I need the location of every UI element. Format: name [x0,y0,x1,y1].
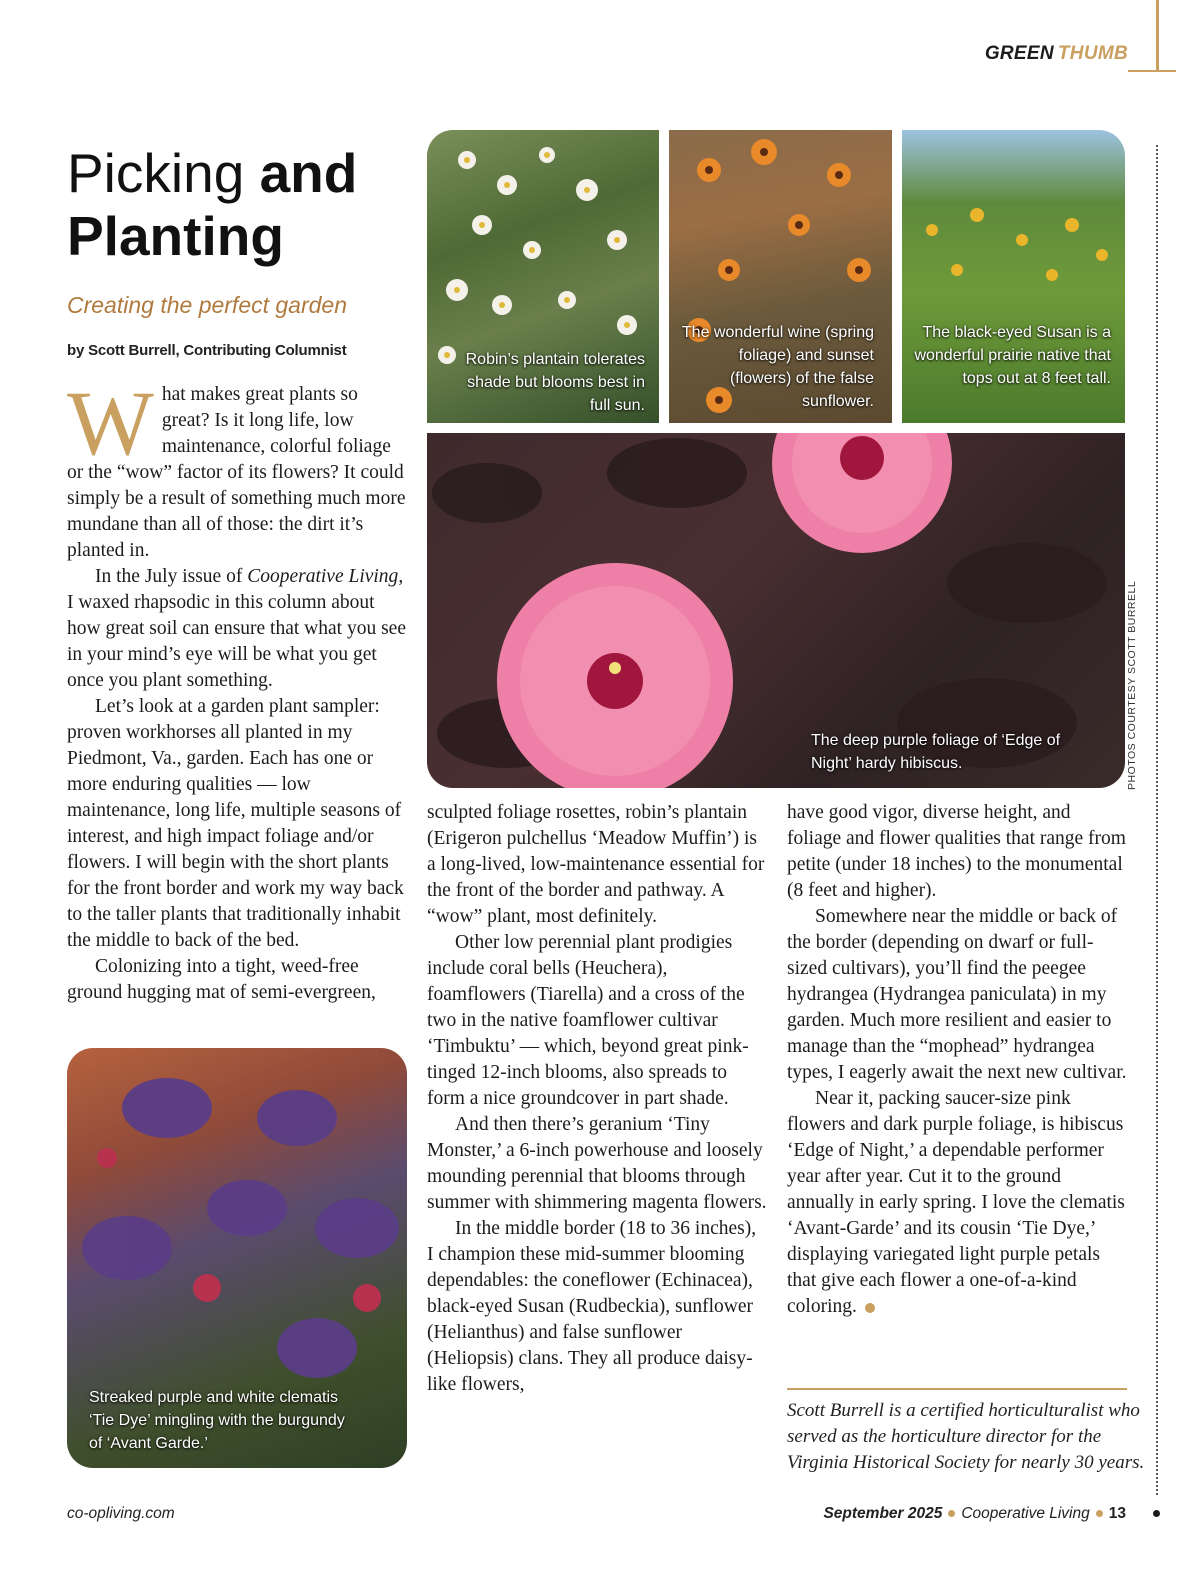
author-bio: Scott Burrell is a certified horticulturalist who served as the horticulture director for the Virginia Historical Society for nearly 30 years. [787,1400,1145,1473]
caption-black-eyed-susan: The black-eyed Susan is a wonderful prairie native that tops out at 8 feet tall. [914,324,1111,387]
article-title [67,142,357,268]
article-column-1 [67,372,407,1006]
footer-page-number: 13 [1108,1505,1126,1522]
paragraph-8: In the middle border (18 to 36 inches), I champion these mid-summer blooming dependables: the coneflower (Echinacea), black-eyed Susan (Rudbeckia), sunflower (Helianthus) and false sunflower (Heliopsis) clans. They all produce daisy-like flowers, [427,1218,757,1395]
photo-credit: PHOTOS COURTESY SCOTT BURRELL [1126,580,1138,790]
footer-separator-dot [948,1510,955,1517]
bio-rule [787,1388,1127,1390]
photo-hibiscus [427,433,1125,788]
article-column-2 [427,800,767,1398]
paragraph-5: sculpted foliage rosettes, robin’s plantain (Erigeron pulchellus ‘Meadow Muffin’) is a long-lived, low-maintenance essential for the front of the border and pathway. A “wow” plant, most definitely. [427,802,765,927]
end-mark-dot [865,1303,875,1313]
article-subtitle: Creating the perfect garden [67,292,348,318]
caption-false-sunflower: The wonderful wine (spring foliage) and sunset (flowers) of the false sunflower. [681,324,874,410]
magazine-name-italic: Cooperative Living [247,566,399,587]
rule-end-dot [1153,1510,1160,1517]
header-rule-horizontal [1128,70,1176,72]
photo-robins-plantain [427,130,659,423]
footer-issue-info [823,1505,1126,1523]
paragraph-4: Colonizing into a tight, weed-free ground hugging mat of semi-evergreen, [67,956,376,1003]
footer-issue-date: September 2025 [823,1505,943,1522]
paragraph-2-text-a: In the July issue of [95,566,248,587]
footer-separator-dot [1096,1510,1103,1517]
paragraph-7: And then there’s geranium ‘Tiny Monster,’ a 6-inch powerhouse and loosely mounding perennial that blooms through summer with shimmering magenta flowers. [427,1114,767,1213]
section-label [985,43,1128,65]
title-planting: Planting [67,205,284,267]
caption-clematis: Streaked purple and white clematis ‘Tie Dye’ mingling with the burgundy of ‘Avant Garde.’ [89,1389,345,1452]
paragraph-11 [787,1086,1127,1320]
section-label-thumb: THUMB [1057,43,1128,64]
caption-robins-plantain: Robin’s plantain tolerates shade but blooms best in full sun. [465,351,645,414]
title-picking: Picking [67,142,260,204]
paragraph-11-text: Near it, packing saucer-size pink flowers and dark purple foliage, is hibiscus ‘Edge of Night,’ a dependable performer year after year. Cut it to the ground annually in early spring. I love the clematis ‘Avant-Garde’ and its cousin ‘Tie Dye,’ displaying variegated light purple petals that give each flower a one-of-a-kind coloring. [787,1088,1125,1317]
paragraph-3: Let’s look at a garden plant sampler: proven workhorses all planted in my Piedmont, Va., garden. Each has one or more enduring qualities — low maintenance, long life, multiple seasons of interest, and high impact foliage and/or flowers. I will begin with the short plants for the front border and work my way back to the taller plants that traditionally inhabit the middle to back of the bed. [67,696,404,951]
photo-false-sunflower [669,130,892,423]
paragraph-6: Other low perennial plant prodigies include coral bells (Heuchera), foamflowers (Tiarella) and a cross of the two in the native foamflower cultivar ‘Timbuktu’ — which, beyond great pink-tinged 12-inch blooms, also spreads to form a nice groundcover in part shade. [427,932,749,1109]
footer-magazine-name: Cooperative Living [961,1505,1090,1522]
paragraph-10: Somewhere near the middle or back of the border (depending on dwarf or full-sized cultivars), you’ll find the peegee hydrangea (Hydrangea paniculata) in my garden. Much more resilient and easier to manage than the “mophead” hydrangea types, I eagerly await the next new cultivar. [787,906,1127,1083]
paragraph-1 [67,372,407,564]
footer-website: co-opliving.com [67,1505,175,1522]
paragraph-1-text: hat makes great plants so great? Is it long life, low maintenance, colorful foliage or the “wow” factor of its flowers? It could simply be a result of something much more mundane than all of those: the dirt it’s planted in. [67,384,406,561]
paragraph-9: have good vigor, diverse height, and foliage and flower qualities that range from petite (under 18 inches) to the monumental (8 feet and higher). [787,802,1126,901]
dotted-column-rule [1156,145,1158,1495]
photo-black-eyed-susan [902,130,1125,423]
header-rule [1156,0,1159,72]
paragraph-2 [67,564,407,694]
drop-cap: W [67,372,154,474]
caption-hibiscus: The deep purple foliage of ‘Edge of Night’ hardy hibiscus. [811,732,1061,772]
article-column-3 [787,800,1127,1320]
section-label-green: GREEN [984,43,1054,64]
photo-clematis [67,1048,407,1468]
paragraph-2-text-b: , I waxed rhapsodic in this column about how great soil can ensure that what you see in your mind’s eye will be what you get once you plant something. [67,566,406,691]
title-and: and [259,142,358,204]
byline: by Scott Burrell, Contributing Columnist [67,342,347,359]
